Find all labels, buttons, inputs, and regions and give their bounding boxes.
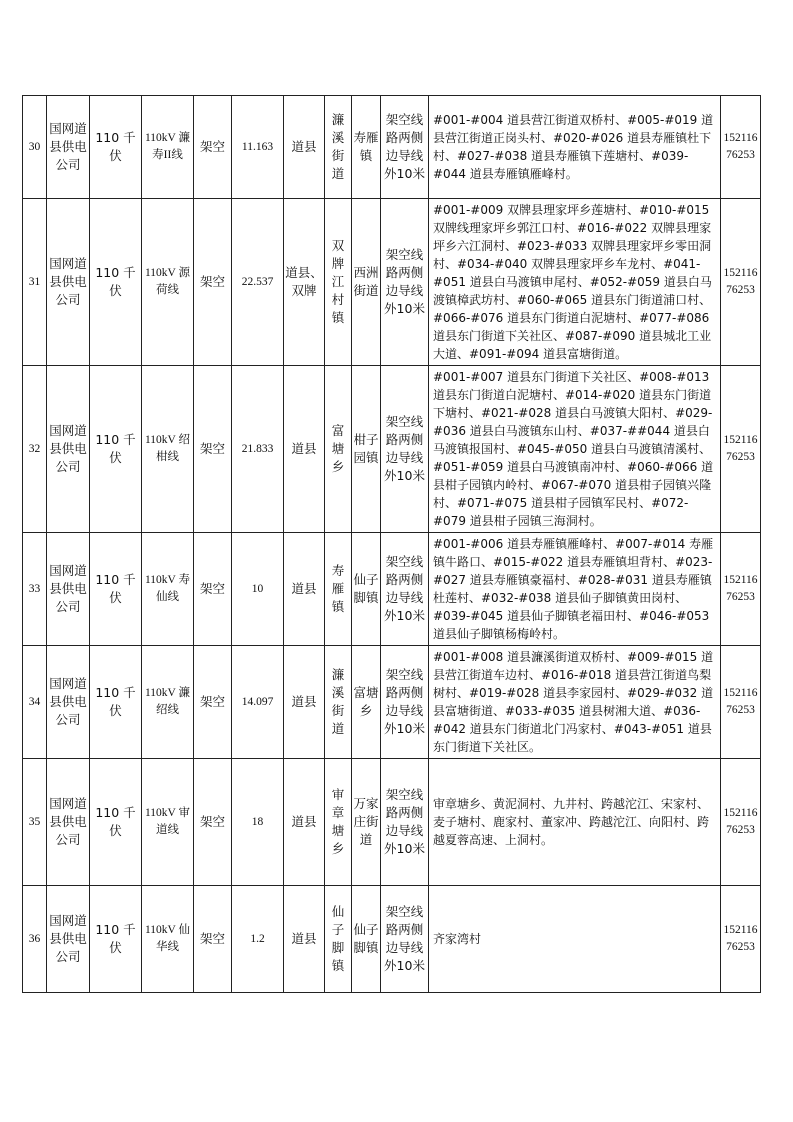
protection-scope-cell: 架空线路两侧边导线外10米 (381, 366, 429, 533)
line-name-cell: 110kV 寿仙线 (142, 533, 194, 646)
villages-cell: #001-#009 双牌县理家坪乡莲塘村、#010-#015 双牌线理家坪乡郭江口村、#016-#022 双牌县理家坪乡六江洞村、#023-#033 双牌县理家坪乡零田洞村、#034-#040 双牌县理家坪乡车龙村、#041-#051 道县白马渡镇申尾村、#052-#059 道县白马渡镇樟武坊村、#060-#065 道县东门街道浦口村、#066-#076 道县东门街道白泥塘村、#077-#086 道县东门街道下关社区、#087-#090 道县城北工业大道、#091-#094 道县富塘街道。 (429, 199, 721, 366)
start-town-cell: 双牌江村镇 (325, 199, 352, 366)
end-town-cell: 寿雁镇 (352, 96, 381, 199)
line-name-cell: 110kV 濂寿II线 (142, 96, 194, 199)
line-name-cell: 110kV 源荷线 (142, 199, 194, 366)
length-cell: 21.833 (232, 366, 284, 533)
end-town-cell: 富塘乡 (352, 646, 381, 759)
length-cell: 11.163 (232, 96, 284, 199)
row-number: 31 (23, 199, 47, 366)
phone-cell: 15211676253 (721, 646, 761, 759)
start-town-cell: 富塘乡 (325, 366, 352, 533)
villages-cell: #001-#008 道县濂溪街道双桥村、#009-#015 道县营江街道车边村、#016-#018 道县营江街道鸟梨树村、#019-#028 道县李家园村、#029-#032 道县富塘街道、#033-#035 道县树湘大道、#036-#042 道县东门街道北门冯家村、#043-#051 道县东门街道下关社区。 (429, 646, 721, 759)
start-town-cell: 寿雁镇 (325, 533, 352, 646)
county-cell: 道县 (284, 886, 325, 993)
row-number: 30 (23, 96, 47, 199)
unit-cell: 国网道县供电公司 (47, 96, 90, 199)
villages-cell: #001-#004 道县营江街道双桥村、#005-#019 道县营江街道正岗头村、#020-#026 道县寿雁镇杜下村、#027-#038 道县寿雁镇下莲塘村、#039-#044 道县寿雁镇雁峰村。 (429, 96, 721, 199)
unit-cell: 国网道县供电公司 (47, 759, 90, 886)
villages-cell: 齐家湾村 (429, 886, 721, 993)
phone-cell: 15211676253 (721, 199, 761, 366)
voltage-cell: 110 千伏 (90, 96, 142, 199)
voltage-cell: 110 千伏 (90, 199, 142, 366)
villages-cell: #001-#007 道县东门街道下关社区、#008-#013 道县东门街道白泥塘村、#014-#020 道县东门街道下塘村、#021-#028 道县白马渡镇大阳村、#029-#036 道县白马渡镇东山村、#037-##044 道县白马渡镇报国村、#045-#050 道县白马渡镇清溪村、#051-#059 道县白马渡镇南冲村、#060-#066 道县柑子园镇内岭村、#067-#070 道县柑子园镇兴隆村、#071-#075 道县柑子园镇军民村、#072-#079 道县柑子园镇三海洞村。 (429, 366, 721, 533)
table-row (23, 96, 761, 199)
unit-cell: 国网道县供电公司 (47, 533, 90, 646)
length-cell: 14.097 (232, 646, 284, 759)
phone-cell: 15211676253 (721, 886, 761, 993)
county-cell: 道县 (284, 366, 325, 533)
row-number: 33 (23, 533, 47, 646)
end-town-cell: 万家庄街道 (352, 759, 381, 886)
line-name-cell: 110kV 濂绍线 (142, 646, 194, 759)
row-number: 36 (23, 886, 47, 993)
villages-cell: 审章塘乡、黄泥洞村、九井村、跨越沱江、宋家村、麦子塘村、鹿家村、董家冲、跨越沱江、向阳村、跨越夏蓉高速、上洞村。 (429, 759, 721, 886)
line-type-cell: 架空 (194, 646, 232, 759)
phone-cell: 15211676253 (721, 366, 761, 533)
protection-scope-cell: 架空线路两侧边导线外10米 (381, 96, 429, 199)
line-type-cell: 架空 (194, 886, 232, 993)
protection-scope-cell: 架空线路两侧边导线外10米 (381, 886, 429, 993)
voltage-cell: 110 千伏 (90, 646, 142, 759)
county-cell: 道县 (284, 96, 325, 199)
table-row (23, 886, 761, 993)
end-town-cell: 仙子脚镇 (352, 533, 381, 646)
line-type-cell: 架空 (194, 366, 232, 533)
start-town-cell: 仙子脚镇 (325, 886, 352, 993)
voltage-cell: 110 千伏 (90, 886, 142, 993)
unit-cell: 国网道县供电公司 (47, 366, 90, 533)
unit-cell: 国网道县供电公司 (47, 199, 90, 366)
voltage-cell: 110 千伏 (90, 533, 142, 646)
end-town-cell: 仙子脚镇 (352, 886, 381, 993)
phone-cell: 15211676253 (721, 533, 761, 646)
start-town-cell: 濂溪街道 (325, 96, 352, 199)
county-cell: 道县、双牌 (284, 199, 325, 366)
protection-scope-cell: 架空线路两侧边导线外10米 (381, 533, 429, 646)
end-town-cell: 柑子园镇 (352, 366, 381, 533)
phone-cell: 15211676253 (721, 96, 761, 199)
line-type-cell: 架空 (194, 96, 232, 199)
table-row (23, 759, 761, 886)
table-row (23, 366, 761, 533)
row-number: 35 (23, 759, 47, 886)
unit-cell: 国网道县供电公司 (47, 886, 90, 993)
row-number: 32 (23, 366, 47, 533)
table-row (23, 199, 761, 366)
length-cell: 10 (232, 533, 284, 646)
voltage-cell: 110 千伏 (90, 366, 142, 533)
end-town-cell: 西洲街道 (352, 199, 381, 366)
length-cell: 18 (232, 759, 284, 886)
county-cell: 道县 (284, 759, 325, 886)
table-body (23, 96, 761, 993)
line-name-cell: 110kV 仙华线 (142, 886, 194, 993)
row-number: 34 (23, 646, 47, 759)
protection-scope-cell: 架空线路两侧边导线外10米 (381, 646, 429, 759)
table-row (23, 533, 761, 646)
villages-cell: #001-#006 道县寿雁镇雁峰村、#007-#014 寿雁镇牛路口、#015-#022 道县寿雁镇坦背村、#023-#027 道县寿雁镇豪福村、#028-#031 道县寿雁镇杜莲村、#032-#038 道县仙子脚镇黄田岗村、#039-#045 道县仙子脚镇老福田村、#046-#053 道县仙子脚镇杨梅岭村。 (429, 533, 721, 646)
start-town-cell: 审章塘乡 (325, 759, 352, 886)
voltage-cell: 110 千伏 (90, 759, 142, 886)
line-type-cell: 架空 (194, 533, 232, 646)
county-cell: 道县 (284, 646, 325, 759)
line-name-cell: 110kV 绍柑线 (142, 366, 194, 533)
line-type-cell: 架空 (194, 759, 232, 886)
line-type-cell: 架空 (194, 199, 232, 366)
protection-scope-cell: 架空线路两侧边导线外10米 (381, 759, 429, 886)
power-line-table (22, 95, 761, 993)
protection-scope-cell: 架空线路两侧边导线外10米 (381, 199, 429, 366)
line-name-cell: 110kV 审道线 (142, 759, 194, 886)
unit-cell: 国网道县供电公司 (47, 646, 90, 759)
length-cell: 1.2 (232, 886, 284, 993)
table-row (23, 646, 761, 759)
county-cell: 道县 (284, 533, 325, 646)
start-town-cell: 濂溪街道 (325, 646, 352, 759)
phone-cell: 15211676253 (721, 759, 761, 886)
length-cell: 22.537 (232, 199, 284, 366)
